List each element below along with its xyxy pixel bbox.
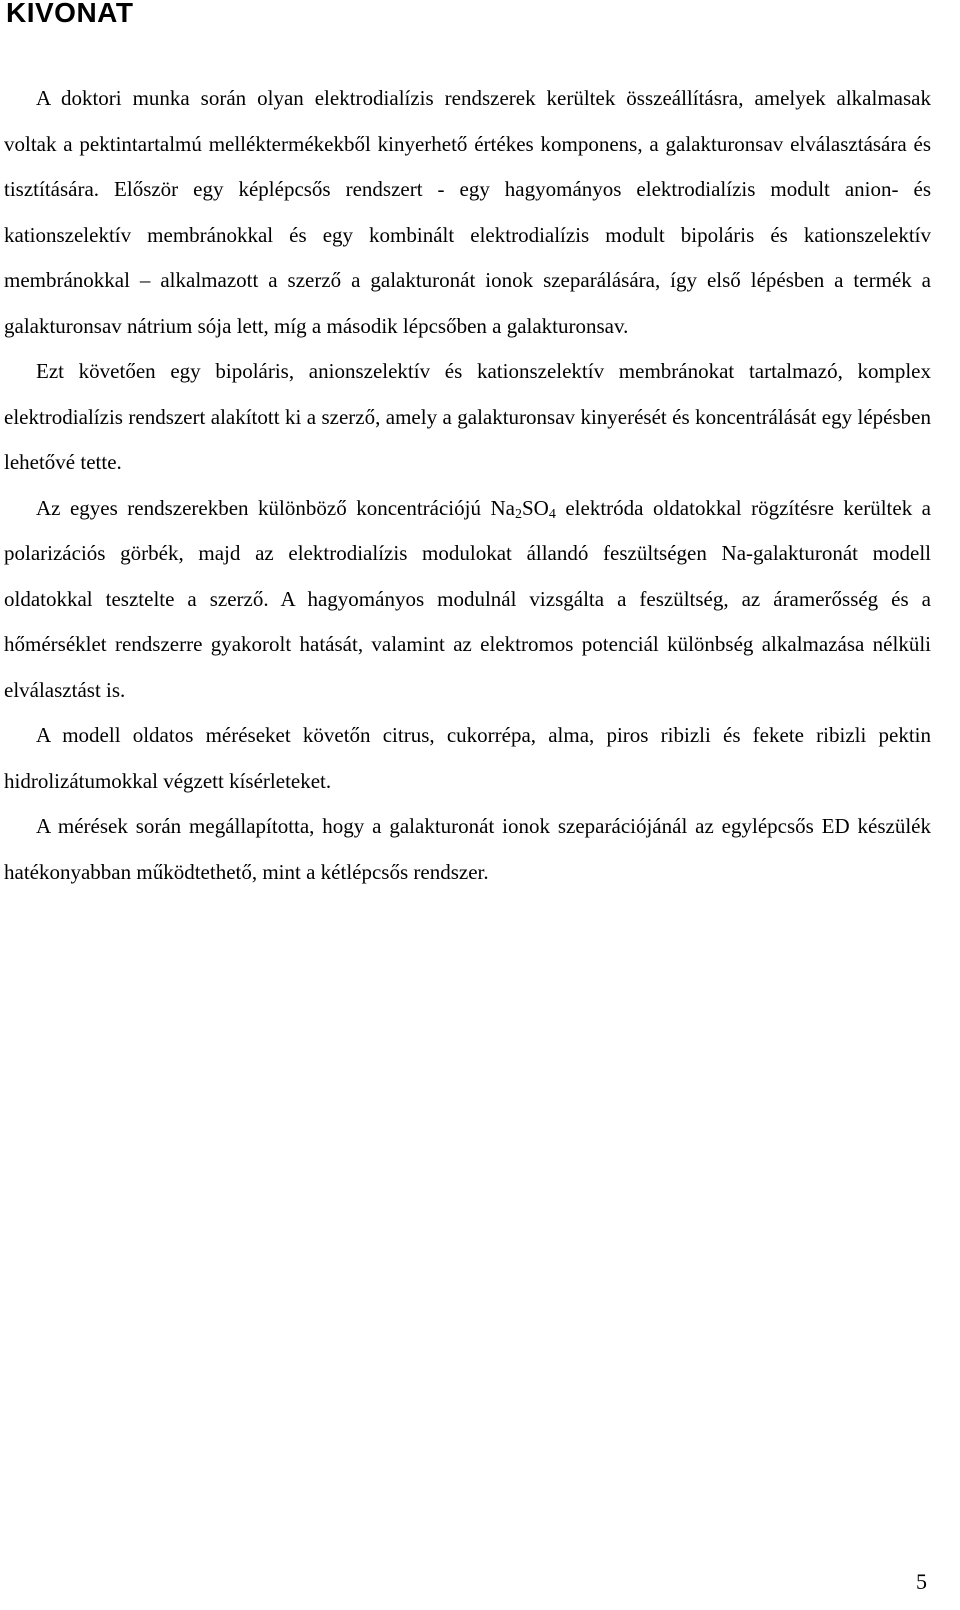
formula-element-na: Na — [490, 495, 515, 520]
formula-group-so: SO — [521, 495, 549, 520]
paragraph-2: Ezt követően egy bipoláris, anionszelektív és kationszelektív membránokat tartalmazó, komplex elektrodialízis rendszert alakított ki a szerző, amely a galakturonsav kinyerését és koncentrálását egy lépésben lehetővé tette. — [4, 359, 931, 474]
paragraph-1: A doktori munka során olyan elektrodialízis rendszerek kerültek összeállításra, amelyek alkalmasak voltak a pektintartalmú melléktermékekből kinyerhető értékes komponens, a galakturonsav elválasztására és tisztítására. Először egy képlépcsős rendszert - egy hagyományos elektrodialízis modult anion- és kationszelektív membránokkal és egy kombinált elektrodialízis modult bipoláris és kationszelektív membránokkal – alkalmazott a szerző a galakturonát ionok szeparálására, így első lépésben a termék a galakturonsav nátrium sója lett, míg a második lépcsőben a galakturonsav. — [4, 86, 931, 338]
paragraph-3-text-after: elektróda oldatokkal rögzítésre kerültek a polarizációs görbék, majd az elektrodialízis modulokat állandó feszültségen Na-galakturonát modell oldatokkal tesztelte a szerző. A hagyományos modulnál vizsgálta a feszültség, az áramerősség és a hőmérséklet rendszerre gyakorolt hatását, valamint az elektromos potenciál különbség alkalmazása nélküli elválasztást is. — [4, 495, 932, 702]
chemical-formula — [490, 496, 555, 520]
paragraph-5: A mérések során megállapította, hogy a galakturonát ionok szeparációjánál az egylépcsős ED készülék hatékonyabban működtethető, mint a kétlépcsős rendszer. — [4, 814, 931, 884]
paragraph-3 — [4, 486, 931, 714]
paragraph-3-text-before: Az egyes rendszerekben különböző koncentrációjú — [36, 495, 491, 520]
paragraph-4: A modell oldatos méréseket követőn citrus, cukorrépa, alma, piros ribizli és fekete ribizli pektin hidrolizátumokkal végzett kísérleteket. — [4, 723, 931, 793]
formula-subscript-2: 2 — [514, 506, 522, 522]
abstract-body — [4, 76, 931, 895]
page-number: 5 — [916, 1569, 927, 1594]
formula-subscript-4: 4 — [548, 506, 556, 522]
section-heading: KIVONAT — [6, 0, 134, 28]
